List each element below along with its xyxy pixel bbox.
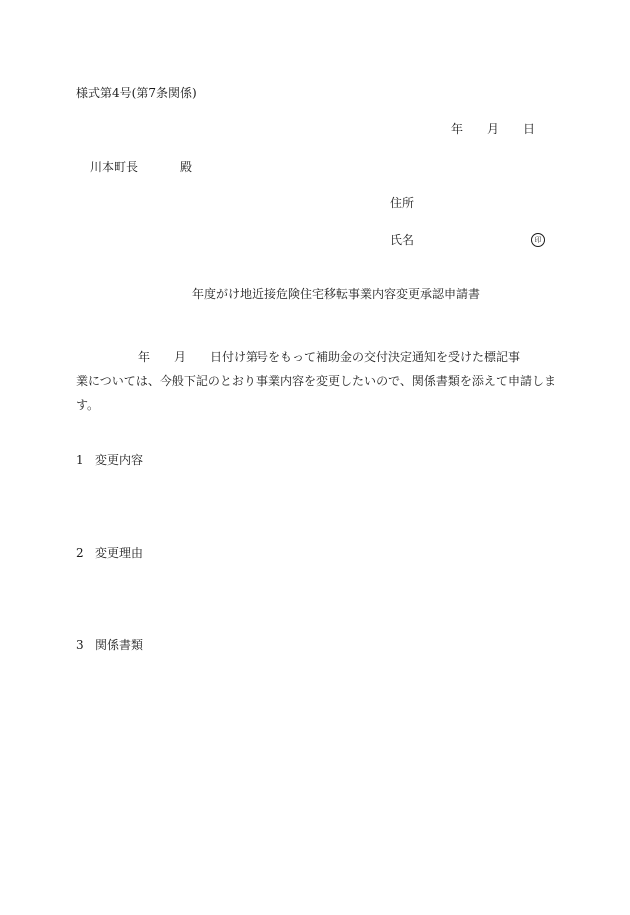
name-label: 氏名 (390, 233, 415, 247)
body-year-unit: 年 (138, 350, 151, 364)
date-line (451, 122, 535, 136)
section-number: 3 (76, 638, 84, 652)
addressee-line (90, 160, 192, 174)
body-paragraph (76, 345, 556, 417)
body-continuation: 業については、今般下記のとおり事業内容を変更したいので、関係書類を添えて申請します。 (76, 374, 556, 412)
section-number: 1 (76, 453, 84, 467)
section-label: 関係書類 (95, 638, 144, 652)
document-title: 年度がけ地近接危険住宅移転事業内容変更承認申請書 (192, 287, 481, 301)
date-year-unit: 年 (451, 122, 464, 136)
body-month-unit: 月 (174, 350, 187, 364)
addressee-name: 川本町長 (90, 160, 139, 174)
body-day-number-prefix: 日付け第 (210, 350, 259, 364)
date-month-unit: 月 (487, 122, 500, 136)
honorific: 殿 (180, 160, 193, 174)
section-change-content (76, 453, 143, 467)
section-number: 2 (76, 546, 84, 560)
section-related-documents (76, 638, 143, 652)
body-line1-rest: 号をもって補助金の交付決定通知を受けた標記事 (256, 350, 521, 364)
section-label: 変更内容 (95, 453, 144, 467)
body-first-line (76, 345, 556, 369)
form-number: 様式第4号(第7条関係) (76, 86, 197, 100)
date-day-unit: 日 (523, 122, 536, 136)
seal-icon: 印 (531, 233, 545, 247)
address-label: 住所 (390, 196, 415, 210)
section-label: 変更理由 (95, 546, 144, 560)
name-row (390, 233, 545, 247)
section-change-reason (76, 546, 143, 560)
